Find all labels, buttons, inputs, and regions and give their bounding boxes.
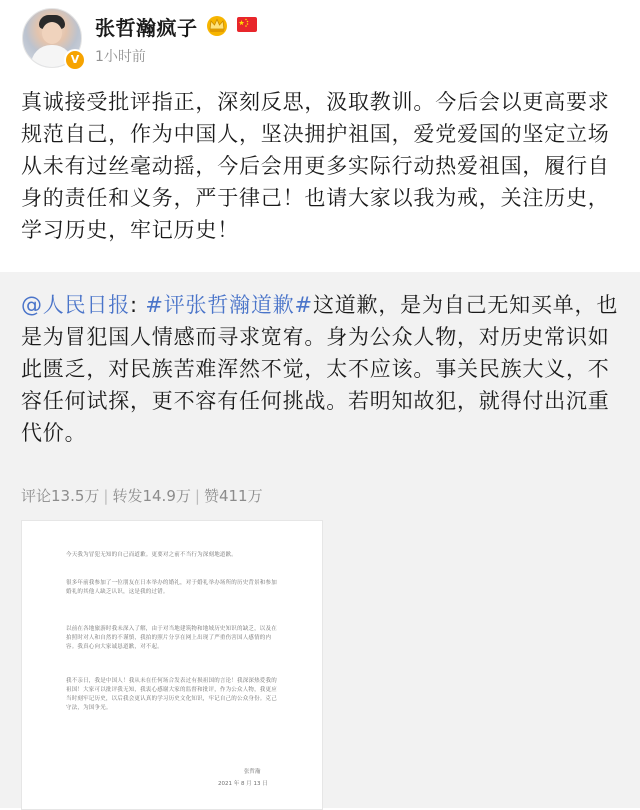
letter-date: 2021 年 8 月 13 日 bbox=[218, 781, 268, 787]
repost-text: @人民日报: #评张哲瀚道歉#这道歉，是为自己无知买单，也是为冒犯国人情感而寻求宽宥。身为公众人物，对历史常识如此匮乏，对民族苦难浑然不觉，太不应该。事关民族大义，不容任何试探，更不容有任何挑战。若明知故犯，就得付出沉重代价。 bbox=[21, 293, 619, 445]
mention-link[interactable]: @人民日报 bbox=[21, 293, 130, 317]
letter-signature: 张哲瀚 bbox=[244, 769, 261, 775]
repost-count[interactable]: 转发14.9万 bbox=[112, 487, 191, 505]
comment-count[interactable]: 评论13.5万 bbox=[21, 487, 100, 505]
verified-badge-icon: V bbox=[64, 49, 86, 71]
letter-paragraph: 很多年前我参加了一位朋友在日本举办的婚礼，对于婚礼举办场所的历史背景和参加婚礼的其他人缺乏认识，这是我的过错。 bbox=[66, 580, 277, 595]
letter-paragraph: 以前在各地旅游时我未深入了解，由于对当地建筑物和地域历史知识的缺乏，以及在拍照时对人和自然的不谨慎，我拍的照片分享在网上出现了严重伤害国人感情的内容。我真心向大家诚恳道歉，对不起。 bbox=[66, 626, 277, 650]
china-flag-icon bbox=[236, 15, 258, 35]
apology-letter-image[interactable] bbox=[21, 520, 323, 810]
repost-card[interactable] bbox=[0, 272, 640, 808]
crown-icon[interactable] bbox=[205, 14, 229, 36]
post-timestamp: 1小时前 bbox=[95, 49, 146, 65]
post-header bbox=[0, 0, 640, 80]
stats-separator: | bbox=[103, 487, 109, 505]
repost-stats bbox=[21, 485, 263, 506]
letter-paragraph: 我不亲日，我是中国人！我从未在任何场合发表过有损祖国的言论！我深深热爱我的祖国！大家可以批评我无知，我衷心感谢大家的监督和批评，作为公众人物，我更应当时刻牢记历史，以后我会更认真的学习历史文化知识，牢记自己的公众身份。克己守法，为国争光。 bbox=[66, 678, 277, 711]
repost-body: 这道歉，是为自己无知买单，也是为冒犯国人情感而寻求宽宥。身为公众人物，对历史常识如此匮乏，对民族苦难浑然不觉，太不应该。事关民族大义，不容任何试探，更不容有任何挑战。若明知故犯，就得付出沉重代价。 bbox=[21, 293, 619, 445]
username[interactable]: 张哲瀚疯子 bbox=[95, 16, 198, 40]
letter-paragraph: 今天我为冒犯无知的自己而道歉。更要对之前不当行为深刻地道歉。 bbox=[66, 552, 238, 558]
stats-separator: | bbox=[194, 487, 200, 505]
like-count[interactable]: 赞411万 bbox=[203, 487, 263, 505]
post-text: 真诚接受批评指正，深刻反思，汲取教训。今后会以更高要求规范自己，作为中国人，坚决拥护祖国，爱党爱国的坚定立场从未有过丝毫动摇，今后会用更多实际行动热爱祖国，履行自身的责任和义务，严于律己！也请大家以我为戒，关注历史，学习历史，牢记历史！ bbox=[21, 90, 610, 242]
hashtag-link[interactable]: #评张哲瀚道歉# bbox=[145, 293, 313, 317]
